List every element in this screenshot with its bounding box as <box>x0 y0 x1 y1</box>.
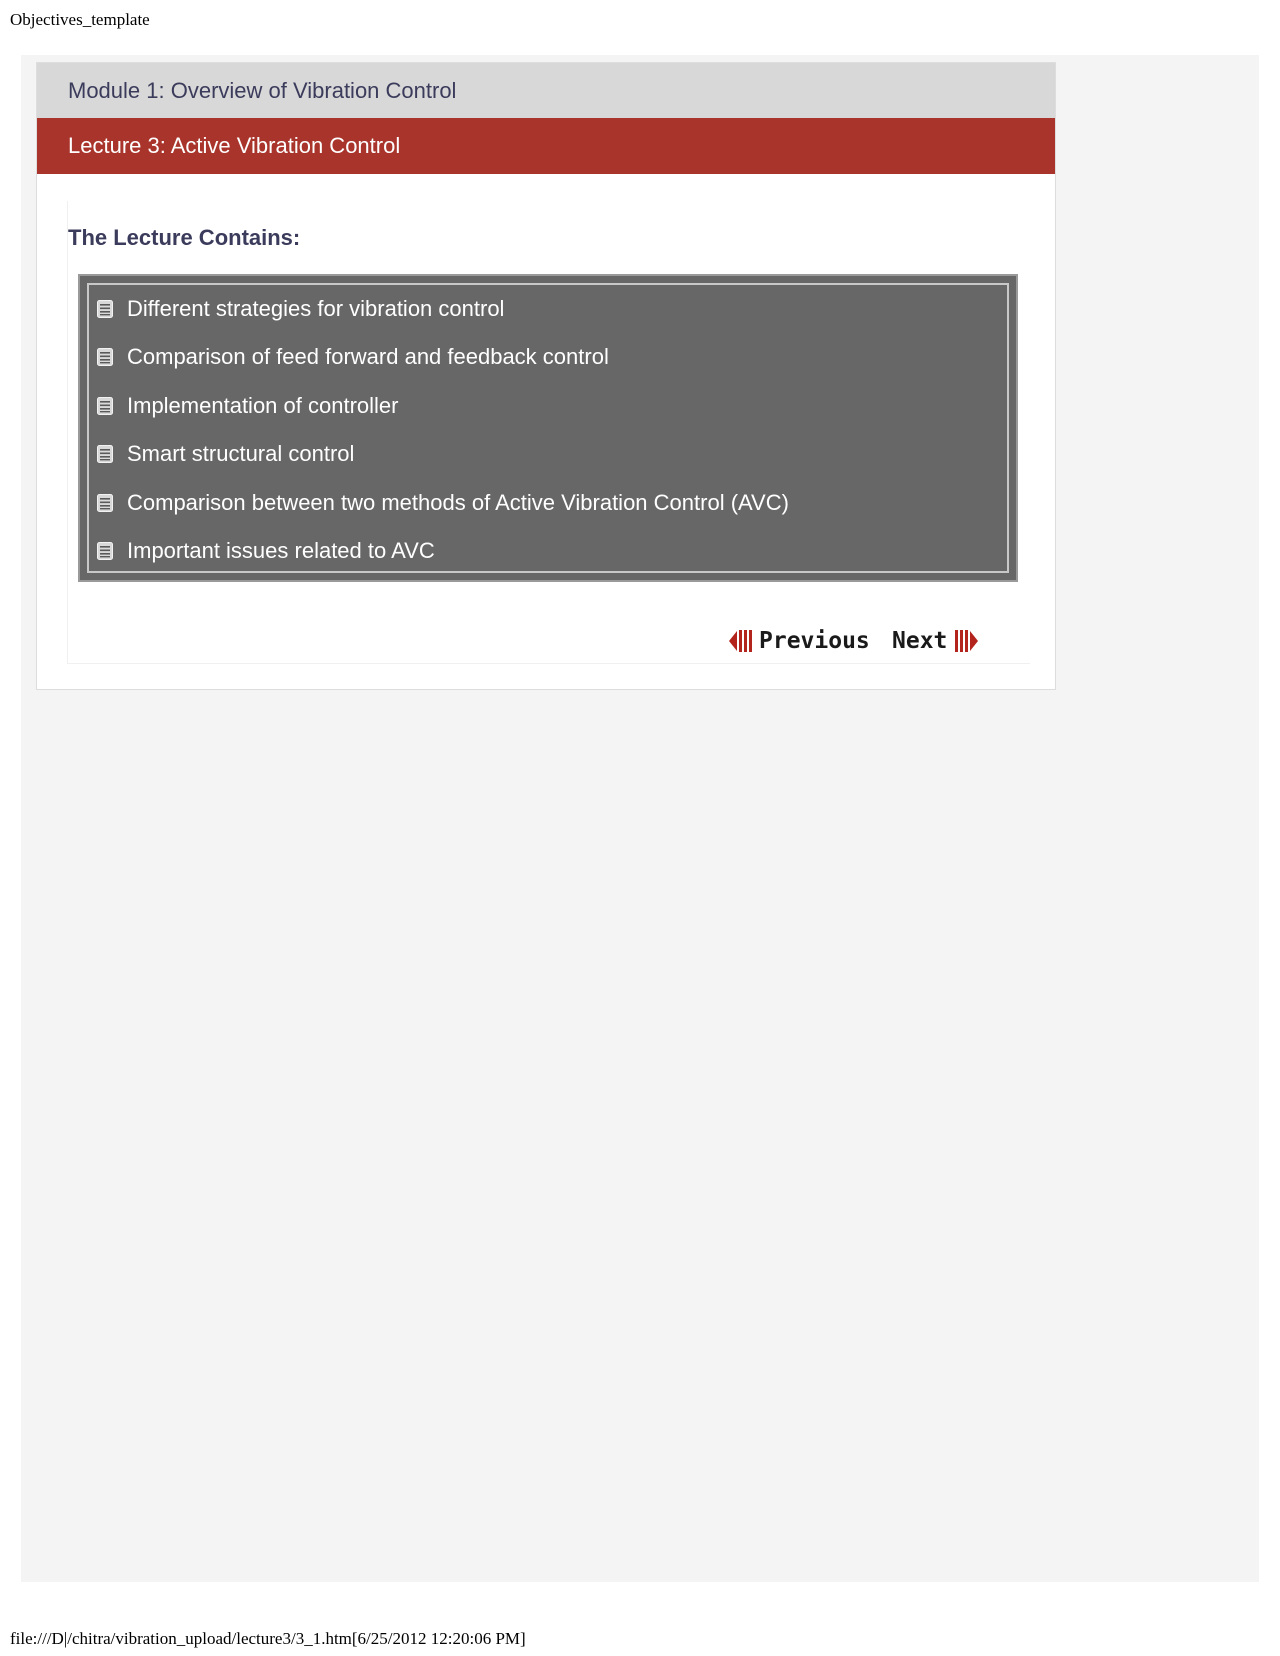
next-button[interactable] <box>892 627 983 655</box>
list-item <box>97 536 435 566</box>
topics-list <box>78 274 1018 582</box>
document-list-icon <box>97 494 113 512</box>
lecture-title: Lecture 3: Active Vibration Control <box>37 118 1055 174</box>
list-item <box>97 391 398 421</box>
previous-button[interactable] <box>729 627 870 655</box>
list-item-label: Important issues related to AVC <box>127 538 435 563</box>
list-item-label: Comparison between two methods of Active Vibration Control (AVC) <box>127 490 789 515</box>
arrow-right-icon <box>953 628 983 654</box>
list-item <box>97 294 504 324</box>
arrow-left-icon <box>729 628 759 654</box>
list-item-label: Comparison of feed forward and feedback control <box>127 344 609 369</box>
document-footer-path: file:///D|/chitra/vibration_upload/lecture3/3_1.htm[6/25/2012 12:20:06 PM] <box>10 1629 526 1648</box>
document-list-icon <box>97 397 113 415</box>
document-title: Objectives_template <box>10 10 150 29</box>
lecture-contents-heading: The Lecture Contains: <box>68 225 301 250</box>
document-list-icon <box>97 300 113 318</box>
list-item <box>97 439 354 469</box>
document-list-icon <box>97 542 113 560</box>
list-item-label: Smart structural control <box>127 441 355 466</box>
lecture-panel <box>36 62 1056 690</box>
list-item-label: Different strategies for vibration control <box>127 296 505 321</box>
document-list-icon <box>97 445 113 463</box>
next-label: Next <box>892 628 948 654</box>
document-list-icon <box>97 348 113 366</box>
previous-label: Previous <box>759 628 870 654</box>
topics-list-border <box>87 283 1009 573</box>
list-item <box>97 488 789 518</box>
module-title: Module 1: Overview of Vibration Control <box>37 63 1055 118</box>
list-item <box>97 342 609 372</box>
list-item-label: Implementation of controller <box>127 393 399 418</box>
